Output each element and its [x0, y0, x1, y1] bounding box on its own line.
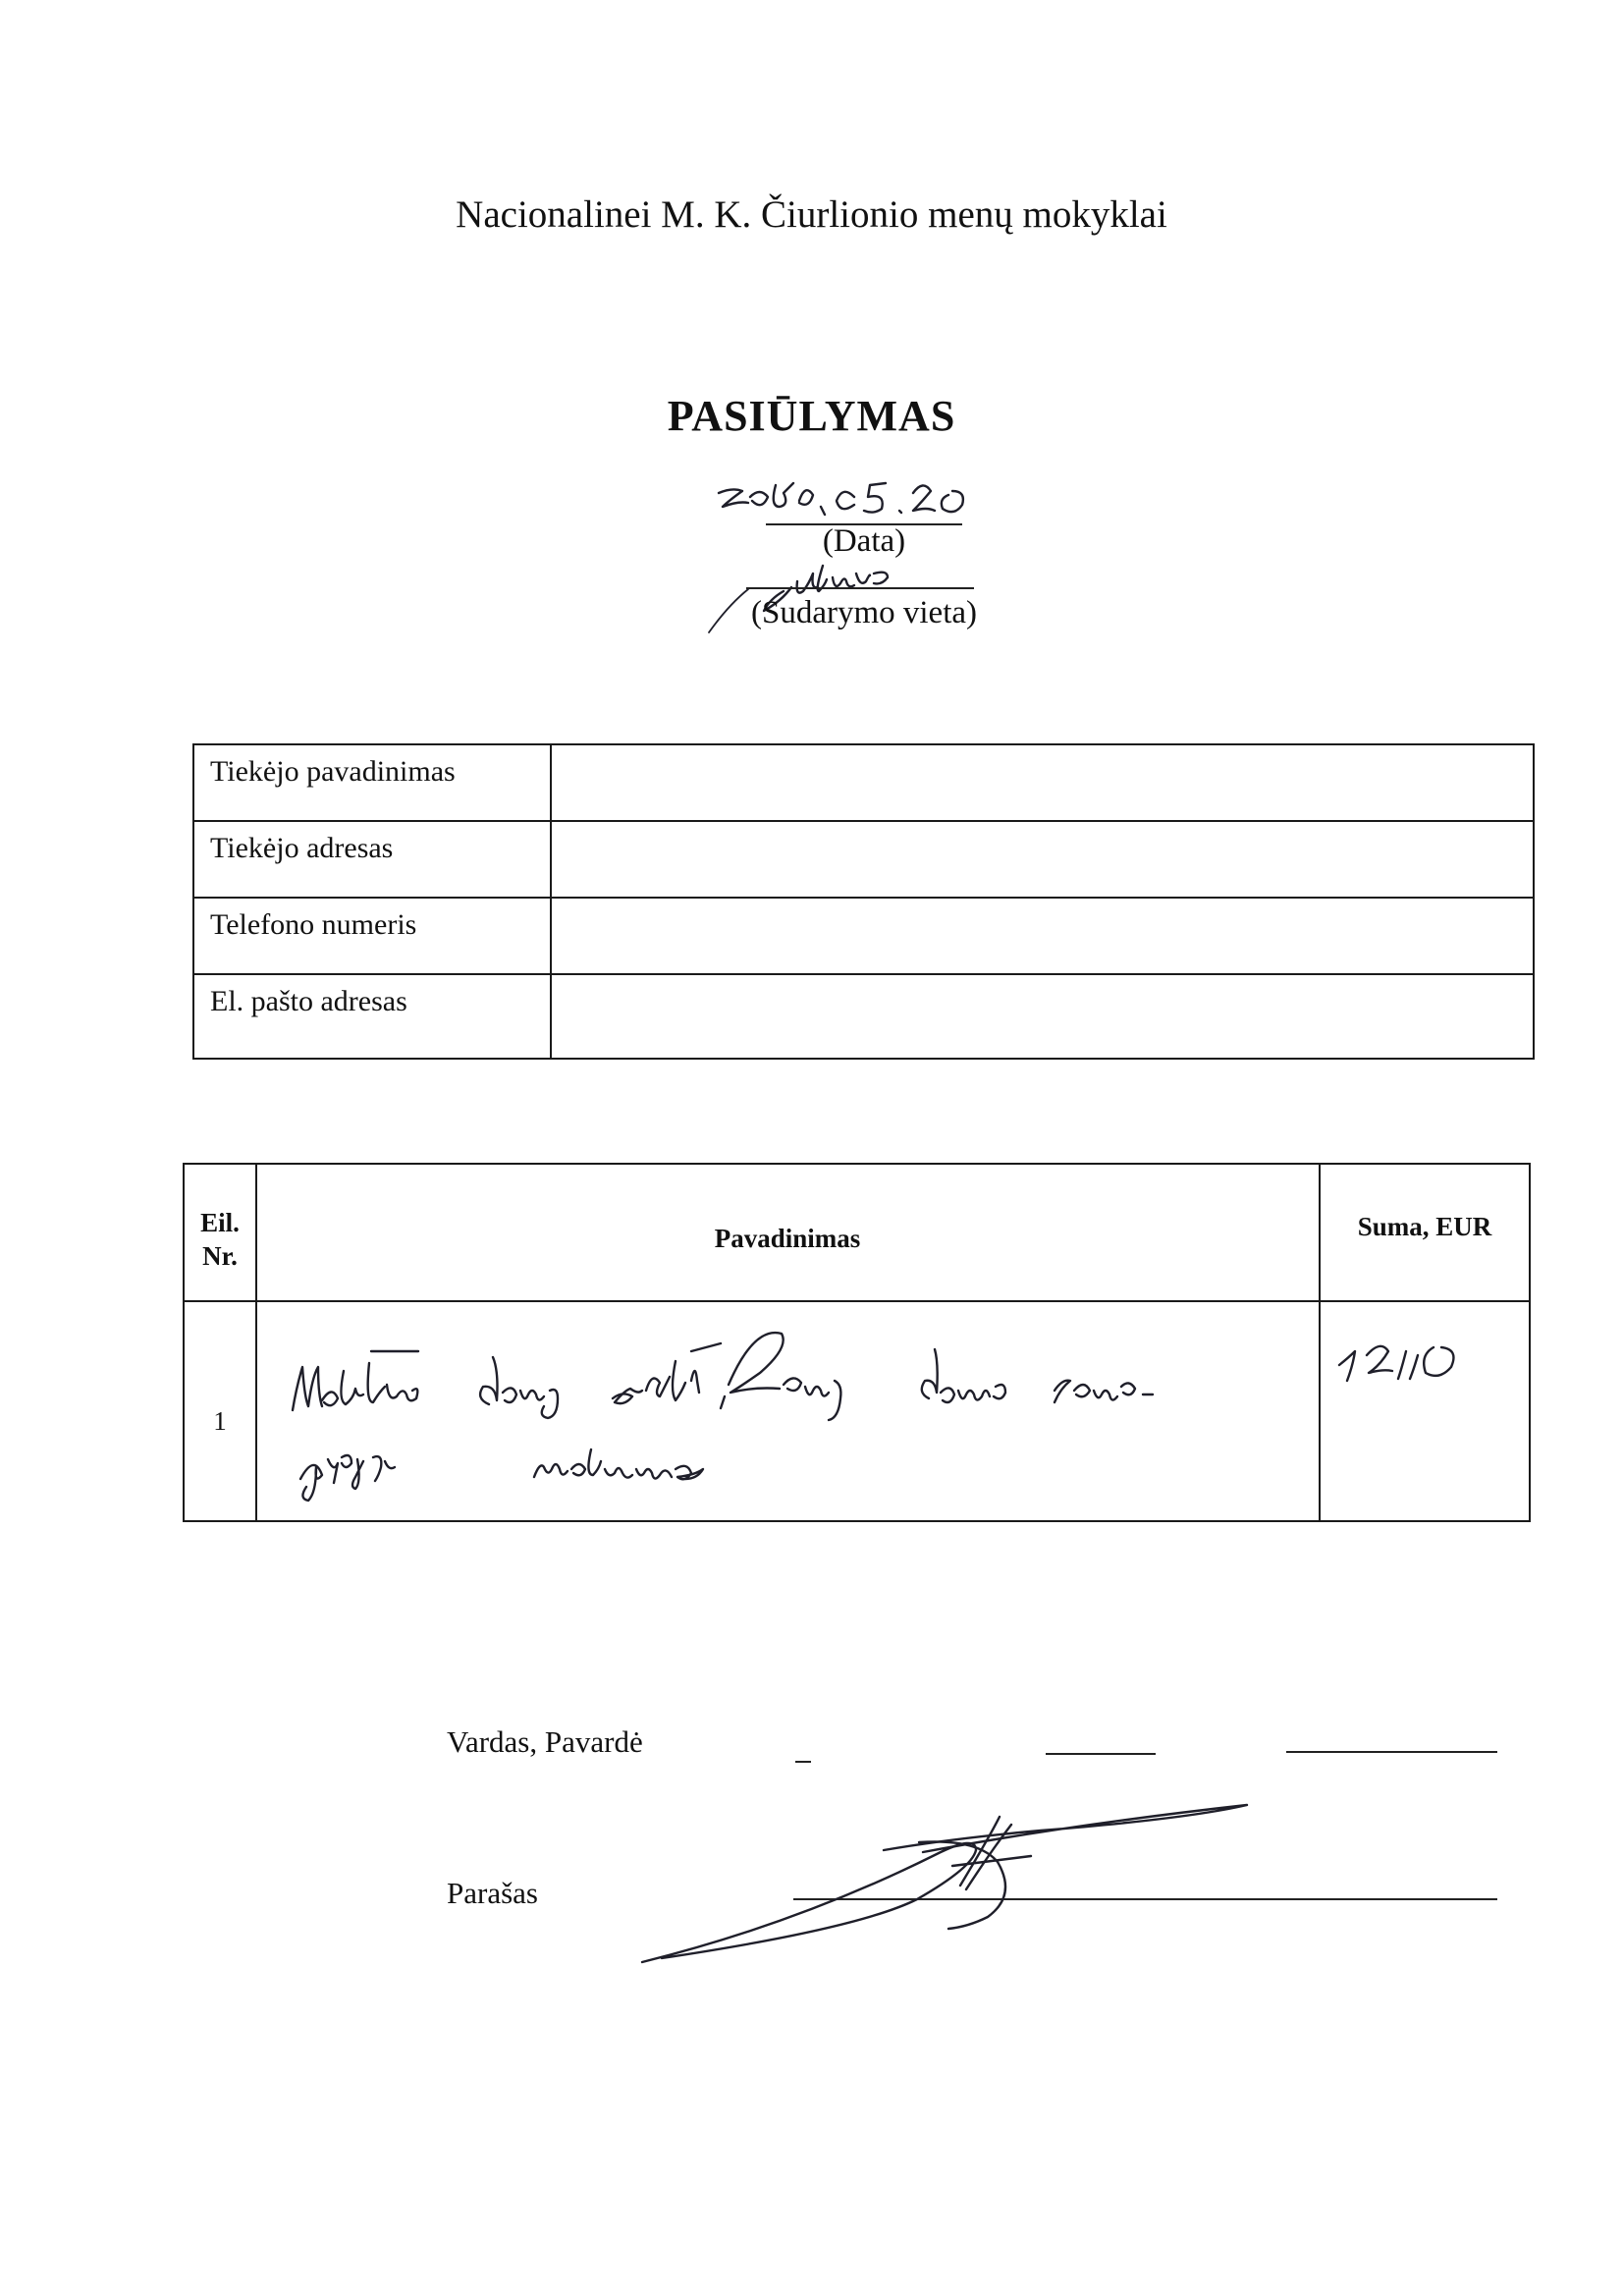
phone-number-label: Telefono numeris: [210, 908, 417, 941]
name-line-segment: [1046, 1753, 1156, 1755]
name-line-segment: [795, 1761, 811, 1763]
handwritten-item-name: [263, 1312, 1314, 1508]
supplier-row: [194, 743, 1533, 820]
row-number: 1: [213, 1406, 227, 1436]
date-caption: (Data): [822, 523, 906, 559]
supplier-info-table: [192, 743, 1535, 1060]
email-label: El. pašto adresas: [210, 985, 407, 1017]
header-name: Pavadinimas: [714, 1224, 861, 1253]
supplier-row: [194, 973, 1533, 1058]
signature-label: Parašas: [447, 1876, 538, 1910]
handwritten-signature: [628, 1787, 1276, 1984]
name-surname-label: Vardas, Pavardė: [447, 1724, 643, 1759]
supplier-row: [194, 897, 1533, 975]
handwritten-amount: [1324, 1322, 1520, 1410]
header-number-line2: Nr.: [202, 1241, 238, 1271]
handwritten-date: [707, 471, 1001, 530]
supplier-name-label: Tiekėjo pavadinimas: [210, 755, 456, 788]
place-caption: (Sudarymo vieta): [750, 595, 978, 630]
items-table: [183, 1163, 1531, 1522]
header-number: [185, 1206, 255, 1273]
items-header-divider: [185, 1300, 1529, 1302]
document-title: PASIŪLYMAS: [667, 392, 956, 440]
header-number-line1: Eil.: [200, 1208, 240, 1237]
header-amount: Suma, EUR: [1357, 1212, 1492, 1241]
supplier-address-label: Tiekėjo adresas: [210, 832, 394, 864]
supplier-row: [194, 820, 1533, 899]
name-line-segment: [1286, 1751, 1497, 1753]
items-table-divider: [255, 1165, 257, 1520]
recipient-line: Nacionalinei M. K. Čiurlionio menų mokyklai: [456, 193, 1167, 236]
place-underline: [746, 587, 974, 589]
